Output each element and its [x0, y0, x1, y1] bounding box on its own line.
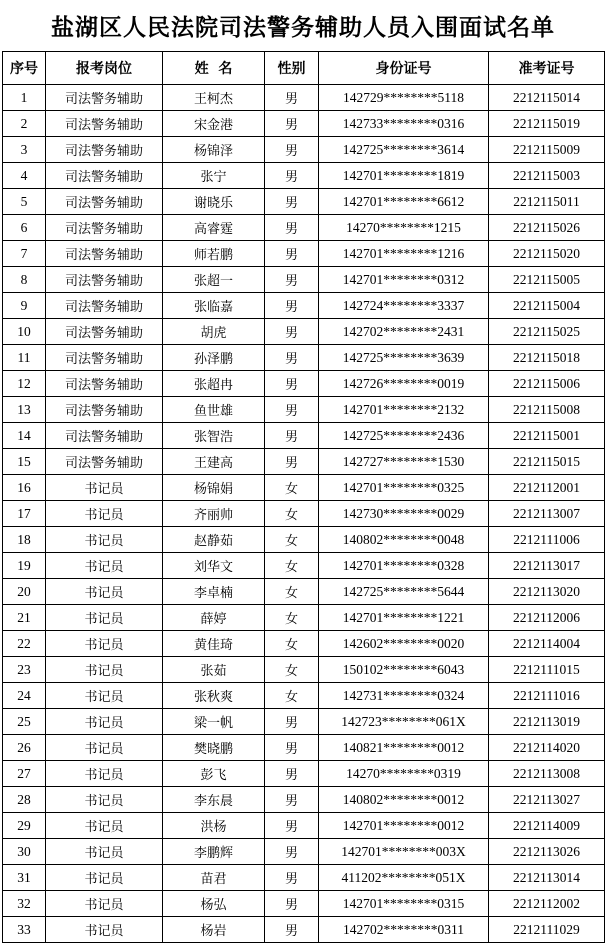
exam-number-cell: 2212111016	[489, 683, 605, 709]
document-title: 盐湖区人民法院司法警务辅助人员入围面试名单	[51, 14, 555, 41]
table-row	[3, 137, 605, 163]
gender-cell: 男	[265, 241, 319, 267]
table-row	[3, 189, 605, 215]
position-cell: 书记员	[46, 865, 163, 891]
gender-cell: 男	[265, 163, 319, 189]
exam-number-cell: 2212115003	[489, 163, 605, 189]
gender-cell: 男	[265, 423, 319, 449]
table-row	[3, 631, 605, 657]
table-row	[3, 891, 605, 917]
position-cell: 司法警务辅助	[46, 397, 163, 423]
serial-number-cell: 10	[3, 319, 46, 345]
table-row	[3, 449, 605, 475]
serial-number-cell: 23	[3, 657, 46, 683]
table-row	[3, 345, 605, 371]
table-row	[3, 371, 605, 397]
table-row	[3, 163, 605, 189]
header-serial-number: 序号	[3, 52, 46, 85]
serial-number-cell: 6	[3, 215, 46, 241]
position-cell: 司法警务辅助	[46, 85, 163, 111]
serial-number-cell: 14	[3, 423, 46, 449]
table-row	[3, 605, 605, 631]
gender-cell: 男	[265, 371, 319, 397]
id-number-cell: 142701********0325	[319, 475, 489, 501]
id-number-cell: 142726********0019	[319, 371, 489, 397]
position-cell: 书记员	[46, 605, 163, 631]
name-cell: 张超冉	[163, 371, 265, 397]
serial-number-cell: 4	[3, 163, 46, 189]
exam-number-cell: 2212115018	[489, 345, 605, 371]
table-row	[3, 579, 605, 605]
name-cell: 李东晨	[163, 787, 265, 813]
gender-cell: 女	[265, 501, 319, 527]
position-cell: 书记员	[46, 709, 163, 735]
name-cell: 刘华文	[163, 553, 265, 579]
exam-number-cell: 2212113007	[489, 501, 605, 527]
header-position: 报考岗位	[46, 52, 163, 85]
gender-cell: 男	[265, 839, 319, 865]
exam-number-cell: 2212113019	[489, 709, 605, 735]
exam-number-cell: 2212114020	[489, 735, 605, 761]
name-cell: 薛婷	[163, 605, 265, 631]
name-cell: 高睿霆	[163, 215, 265, 241]
name-cell: 李卓楠	[163, 579, 265, 605]
serial-number-cell: 27	[3, 761, 46, 787]
name-cell: 樊晓鹏	[163, 735, 265, 761]
table-row	[3, 501, 605, 527]
exam-number-cell: 2212114009	[489, 813, 605, 839]
id-number-cell: 142724********3337	[319, 293, 489, 319]
serial-number-cell: 22	[3, 631, 46, 657]
id-number-cell: 142701********2132	[319, 397, 489, 423]
id-number-cell: 142702********0311	[319, 917, 489, 943]
id-number-cell: 142723********061X	[319, 709, 489, 735]
name-cell: 宋金港	[163, 111, 265, 137]
exam-number-cell: 2212113014	[489, 865, 605, 891]
position-cell: 司法警务辅助	[46, 111, 163, 137]
name-cell: 谢晓乐	[163, 189, 265, 215]
gender-cell: 女	[265, 579, 319, 605]
exam-number-cell: 2212115011	[489, 189, 605, 215]
serial-number-cell: 2	[3, 111, 46, 137]
serial-number-cell: 9	[3, 293, 46, 319]
position-cell: 书记员	[46, 917, 163, 943]
exam-number-cell: 2212115006	[489, 371, 605, 397]
exam-number-cell: 2212115008	[489, 397, 605, 423]
position-cell: 书记员	[46, 891, 163, 917]
name-cell: 王柯杰	[163, 85, 265, 111]
gender-cell: 女	[265, 475, 319, 501]
serial-number-cell: 16	[3, 475, 46, 501]
gender-cell: 男	[265, 137, 319, 163]
exam-number-cell: 2212113026	[489, 839, 605, 865]
exam-number-cell: 2212111029	[489, 917, 605, 943]
table-row	[3, 319, 605, 345]
serial-number-cell: 25	[3, 709, 46, 735]
table-row	[3, 657, 605, 683]
id-number-cell: 142701********003X	[319, 839, 489, 865]
serial-number-cell: 12	[3, 371, 46, 397]
position-cell: 书记员	[46, 553, 163, 579]
header-exam-number: 准考证号	[489, 52, 605, 85]
serial-number-cell: 11	[3, 345, 46, 371]
position-cell: 书记员	[46, 787, 163, 813]
name-cell: 杨弘	[163, 891, 265, 917]
id-number-cell: 140821********0012	[319, 735, 489, 761]
name-cell: 师若鹏	[163, 241, 265, 267]
gender-cell: 男	[265, 189, 319, 215]
table-row	[3, 85, 605, 111]
id-number-cell: 140802********0012	[319, 787, 489, 813]
gender-cell: 男	[265, 111, 319, 137]
id-number-cell: 142729********5118	[319, 85, 489, 111]
exam-number-cell: 2212114004	[489, 631, 605, 657]
gender-cell: 男	[265, 735, 319, 761]
exam-number-cell: 2212115001	[489, 423, 605, 449]
gender-cell: 女	[265, 631, 319, 657]
candidate-table	[2, 51, 605, 943]
position-cell: 书记员	[46, 501, 163, 527]
id-number-cell: 142727********1530	[319, 449, 489, 475]
gender-cell: 男	[265, 319, 319, 345]
serial-number-cell: 8	[3, 267, 46, 293]
serial-number-cell: 15	[3, 449, 46, 475]
position-cell: 司法警务辅助	[46, 319, 163, 345]
serial-number-cell: 20	[3, 579, 46, 605]
id-number-cell: 142702********2431	[319, 319, 489, 345]
position-cell: 司法警务辅助	[46, 137, 163, 163]
table-row	[3, 839, 605, 865]
exam-number-cell: 2212115020	[489, 241, 605, 267]
id-number-cell: 142725********2436	[319, 423, 489, 449]
gender-cell: 女	[265, 657, 319, 683]
gender-cell: 男	[265, 761, 319, 787]
id-number-cell: 140802********0048	[319, 527, 489, 553]
id-number-cell: 142701********1819	[319, 163, 489, 189]
serial-number-cell: 31	[3, 865, 46, 891]
id-number-cell: 142701********0328	[319, 553, 489, 579]
table-row	[3, 917, 605, 943]
table-row	[3, 241, 605, 267]
exam-number-cell: 2212113008	[489, 761, 605, 787]
serial-number-cell: 29	[3, 813, 46, 839]
position-cell: 司法警务辅助	[46, 241, 163, 267]
table-row	[3, 267, 605, 293]
table-row	[3, 761, 605, 787]
serial-number-cell: 28	[3, 787, 46, 813]
id-number-cell: 14270********0319	[319, 761, 489, 787]
serial-number-cell: 32	[3, 891, 46, 917]
id-number-cell: 142731********0324	[319, 683, 489, 709]
position-cell: 书记员	[46, 527, 163, 553]
exam-number-cell: 2212112001	[489, 475, 605, 501]
exam-number-cell: 2212113027	[489, 787, 605, 813]
table-row	[3, 215, 605, 241]
name-cell: 杨岩	[163, 917, 265, 943]
position-cell: 司法警务辅助	[46, 215, 163, 241]
position-cell: 司法警务辅助	[46, 163, 163, 189]
id-number-cell: 142725********5644	[319, 579, 489, 605]
exam-number-cell: 2212113017	[489, 553, 605, 579]
exam-number-cell: 2212115015	[489, 449, 605, 475]
gender-cell: 男	[265, 449, 319, 475]
serial-number-cell: 1	[3, 85, 46, 111]
table-row	[3, 293, 605, 319]
exam-number-cell: 2212111006	[489, 527, 605, 553]
exam-number-cell: 2212112002	[489, 891, 605, 917]
exam-number-cell: 2212112006	[489, 605, 605, 631]
position-cell: 书记员	[46, 475, 163, 501]
exam-number-cell: 2212111015	[489, 657, 605, 683]
table-row	[3, 865, 605, 891]
table-row	[3, 527, 605, 553]
name-cell: 张智浩	[163, 423, 265, 449]
name-cell: 胡虎	[163, 319, 265, 345]
name-cell: 王建高	[163, 449, 265, 475]
name-cell: 张茹	[163, 657, 265, 683]
table-row	[3, 397, 605, 423]
position-cell: 司法警务辅助	[46, 423, 163, 449]
name-cell: 洪杨	[163, 813, 265, 839]
id-number-cell: 142701********6612	[319, 189, 489, 215]
name-cell: 齐丽帅	[163, 501, 265, 527]
exam-number-cell: 2212113020	[489, 579, 605, 605]
exam-number-cell: 2212115009	[489, 137, 605, 163]
position-cell: 司法警务辅助	[46, 371, 163, 397]
table-row	[3, 553, 605, 579]
exam-number-cell: 2212115025	[489, 319, 605, 345]
position-cell: 书记员	[46, 813, 163, 839]
name-cell: 黄佳琦	[163, 631, 265, 657]
header-id-number: 身份证号	[319, 52, 489, 85]
serial-number-cell: 5	[3, 189, 46, 215]
position-cell: 司法警务辅助	[46, 189, 163, 215]
gender-cell: 女	[265, 527, 319, 553]
position-cell: 书记员	[46, 761, 163, 787]
gender-cell: 男	[265, 787, 319, 813]
gender-cell: 男	[265, 85, 319, 111]
name-cell: 鱼世雄	[163, 397, 265, 423]
id-number-cell: 142725********3614	[319, 137, 489, 163]
serial-number-cell: 33	[3, 917, 46, 943]
gender-cell: 女	[265, 553, 319, 579]
position-cell: 司法警务辅助	[46, 293, 163, 319]
position-cell: 书记员	[46, 579, 163, 605]
position-cell: 司法警务辅助	[46, 449, 163, 475]
serial-number-cell: 19	[3, 553, 46, 579]
exam-number-cell: 2212115019	[489, 111, 605, 137]
serial-number-cell: 3	[3, 137, 46, 163]
serial-number-cell: 26	[3, 735, 46, 761]
position-cell: 书记员	[46, 683, 163, 709]
table-row	[3, 709, 605, 735]
header-gender: 性别	[265, 52, 319, 85]
table-row	[3, 813, 605, 839]
serial-number-cell: 7	[3, 241, 46, 267]
serial-number-cell: 17	[3, 501, 46, 527]
table-row	[3, 111, 605, 137]
id-number-cell: 142733********0316	[319, 111, 489, 137]
gender-cell: 男	[265, 917, 319, 943]
id-number-cell: 142725********3639	[319, 345, 489, 371]
name-cell: 赵静茹	[163, 527, 265, 553]
id-number-cell: 142602********0020	[319, 631, 489, 657]
gender-cell: 男	[265, 813, 319, 839]
gender-cell: 女	[265, 605, 319, 631]
gender-cell: 男	[265, 267, 319, 293]
id-number-cell: 14270********1215	[319, 215, 489, 241]
table-row	[3, 683, 605, 709]
id-number-cell: 142701********0312	[319, 267, 489, 293]
gender-cell: 男	[265, 865, 319, 891]
exam-number-cell: 2212115026	[489, 215, 605, 241]
table-row	[3, 787, 605, 813]
serial-number-cell: 13	[3, 397, 46, 423]
gender-cell: 男	[265, 891, 319, 917]
name-cell: 梁一帆	[163, 709, 265, 735]
id-number-cell: 142730********0029	[319, 501, 489, 527]
name-cell: 苗君	[163, 865, 265, 891]
exam-number-cell: 2212115014	[489, 85, 605, 111]
id-number-cell: 411202********051X	[319, 865, 489, 891]
name-cell: 张宁	[163, 163, 265, 189]
serial-number-cell: 18	[3, 527, 46, 553]
serial-number-cell: 21	[3, 605, 46, 631]
position-cell: 司法警务辅助	[46, 267, 163, 293]
position-cell: 书记员	[46, 735, 163, 761]
name-cell: 杨锦泽	[163, 137, 265, 163]
id-number-cell: 142701********1221	[319, 605, 489, 631]
exam-number-cell: 2212115005	[489, 267, 605, 293]
gender-cell: 男	[265, 709, 319, 735]
name-cell: 李鹏辉	[163, 839, 265, 865]
table-row	[3, 735, 605, 761]
name-cell: 孙泽鹏	[163, 345, 265, 371]
gender-cell: 女	[265, 683, 319, 709]
position-cell: 书记员	[46, 657, 163, 683]
name-cell: 张秋爽	[163, 683, 265, 709]
gender-cell: 男	[265, 293, 319, 319]
gender-cell: 男	[265, 345, 319, 371]
header-name: 姓 名	[163, 52, 265, 85]
id-number-cell: 150102********6043	[319, 657, 489, 683]
id-number-cell: 142701********1216	[319, 241, 489, 267]
name-cell: 杨锦娟	[163, 475, 265, 501]
gender-cell: 男	[265, 397, 319, 423]
table-header-row	[3, 52, 605, 85]
name-cell: 张临嘉	[163, 293, 265, 319]
id-number-cell: 142701********0315	[319, 891, 489, 917]
position-cell: 书记员	[46, 839, 163, 865]
exam-number-cell: 2212115004	[489, 293, 605, 319]
gender-cell: 男	[265, 215, 319, 241]
id-number-cell: 142701********0012	[319, 813, 489, 839]
serial-number-cell: 30	[3, 839, 46, 865]
serial-number-cell: 24	[3, 683, 46, 709]
table-row	[3, 475, 605, 501]
table-row	[3, 423, 605, 449]
name-cell: 张超一	[163, 267, 265, 293]
position-cell: 司法警务辅助	[46, 345, 163, 371]
name-cell: 彭飞	[163, 761, 265, 787]
position-cell: 书记员	[46, 631, 163, 657]
